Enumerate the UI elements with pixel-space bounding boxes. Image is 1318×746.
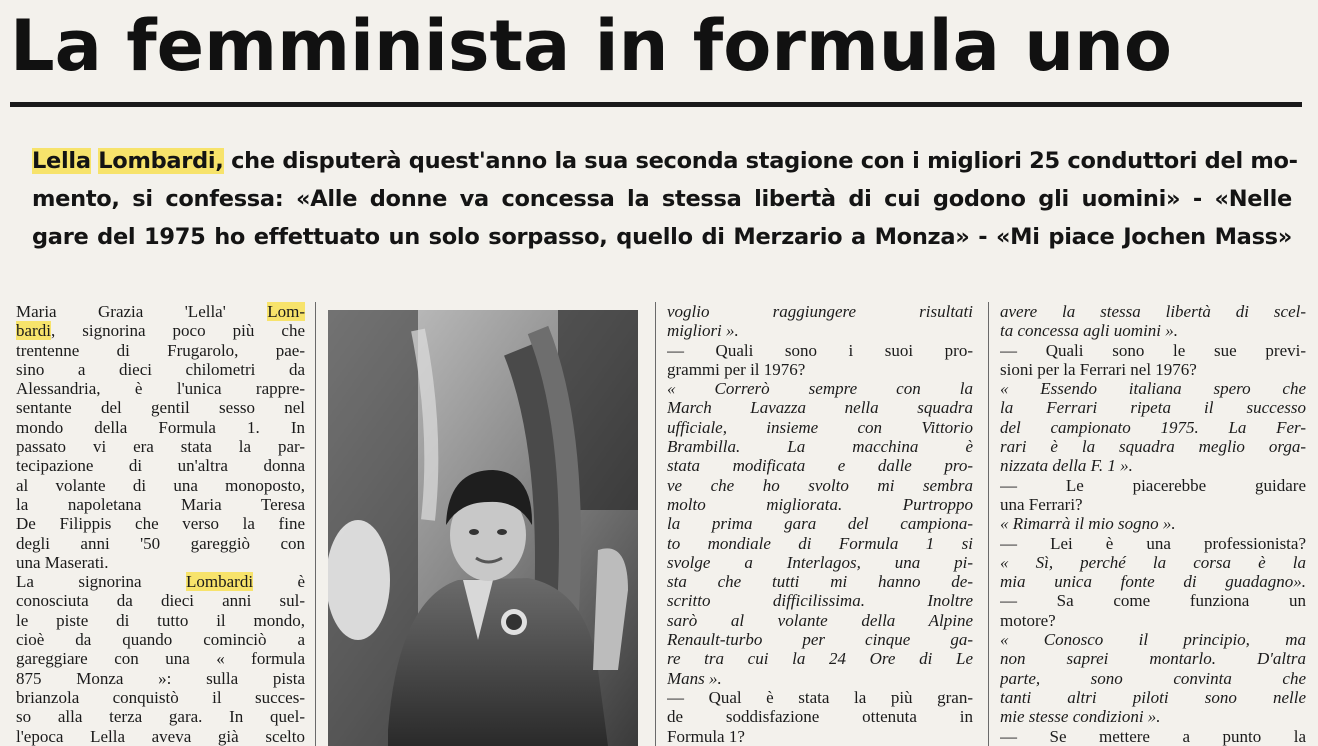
column-divider [988,302,989,746]
text-line [667,534,973,553]
text-fragment: — Le piacerebbe guidare [1000,475,1306,495]
text-line [667,572,973,591]
text-line [16,514,305,533]
text-fragment: , signorina poco più che [50,321,305,341]
text-line [16,476,305,495]
text-line [16,553,305,572]
highlighted-name: Lom- [267,302,305,321]
text-fragment: « Rimarrà il mio sogno ». [1000,514,1176,534]
text-line [16,727,305,746]
text-fragment: — Quali sono le sue previ- [1000,340,1306,360]
text-fragment: passato vi era stata la par- [16,437,305,457]
text-fragment: mia unica fonte di guadagno». [1000,572,1306,592]
subheading-text: mento, si confessa: «Alle donne va concessa la stessa libertà di cui godono gli uomini» - «Nelle [32,186,1292,212]
text-line [667,649,973,668]
text-fragment: Formula 1? [667,726,745,746]
text-line [1000,379,1306,398]
text-line [16,398,305,417]
text-fragment: gareggiare con una « formula [16,649,305,669]
text-line [16,437,305,456]
text-line [1000,688,1306,707]
text-fragment: l'epoca Lella aveva già scelto [16,726,305,746]
text-fragment: De Filippis che verso la fine [16,514,305,534]
text-line [667,321,973,340]
text-fragment: 875 Monza »: sulla pista [16,668,305,688]
text-line [1000,669,1306,688]
text-line [1000,630,1306,649]
text-line [667,707,973,726]
text-line [667,437,973,456]
text-fragment: motore? [1000,610,1056,630]
text-fragment: « Correrò sempre con la [667,379,973,399]
text-fragment: stata modificata e dalle pro- [667,456,973,476]
text-line [1000,534,1306,553]
text-fragment: sarò al volante della Alpine [667,610,973,630]
subheading-line [32,142,1298,180]
article-column-1 [16,302,305,746]
driver-photo [328,310,638,746]
photograph-icon [328,310,638,746]
text-fragment: « Sì, perché la corsa è la [1000,552,1306,572]
text-line [667,727,973,746]
text-fragment: la prima gara del campiona- [667,514,973,534]
text-fragment: non saprei montarlo. D'altra [1000,649,1306,669]
text-fragment: Brambilla. La macchina è [667,437,973,457]
highlighted-name: Lombardi [186,572,254,592]
text-fragment: al volante di una monoposto, [16,475,305,495]
text-line [1000,437,1306,456]
text-fragment: cioè da quando cominciò a [16,630,305,650]
text-fragment: svolge a Interlagos, una pi- [667,552,973,572]
text-line [1000,341,1306,360]
highlighted-name: Lella [32,148,91,174]
text-line [16,630,305,649]
text-fragment: — Quali sono i suoi pro- [667,340,973,360]
text-fragment: una Ferrari? [1000,494,1083,514]
text-fragment: so alla terza gara. In quel- [16,707,305,727]
subheading-line [32,218,1292,256]
text-fragment: scritto difficilissima. Inoltre [667,591,973,611]
text-fragment: la Ferrari ripeta il successo [1000,398,1306,418]
text-fragment: de soddisfazione ottenuta in [667,707,973,727]
text-line [16,534,305,553]
text-line [1000,456,1306,475]
text-line [1000,591,1306,610]
text-line [1000,727,1306,746]
text-line [667,418,973,437]
text-fragment: « Conosco il principio, ma [1000,630,1306,650]
article-column-3 [667,302,973,746]
text-line [667,514,973,533]
text-line [16,611,305,630]
highlighted-name: bardi [16,321,51,341]
article-column-4 [1000,302,1306,746]
subheading-line [32,180,1292,218]
text-fragment: le piste di tutto il mondo, [16,610,305,630]
text-fragment: sta che tutti mi hanno de- [667,572,973,592]
highlighted-name: Lombardi, [98,148,224,174]
text-fragment: sino a dieci chilometri da [16,359,305,379]
text-line [16,456,305,475]
subheading-text: che disputerà quest'anno la sua seconda stagione con i migliori 25 conduttori del mo- [223,148,1298,174]
text-fragment: una Maserati. [16,552,109,572]
text-line [667,456,973,475]
text-line [1000,321,1306,340]
text-fragment: brianzola conquistò il succes- [16,687,305,707]
text-line [1000,649,1306,668]
text-line [16,302,305,321]
text-fragment: ve che ho svolto mi sembra [667,475,973,495]
text-line [1000,611,1306,630]
text-fragment: Mans ». [667,668,722,688]
text-fragment: — Se mettere a punto la [1000,726,1306,746]
subheading [32,142,1298,256]
text-line [667,302,973,321]
text-fragment: nizzata della F. 1 ». [1000,456,1133,476]
text-line [16,707,305,726]
text-fragment: re tra cui la 24 Ore di Le [667,649,973,669]
text-fragment: — Sa come funziona un [1000,591,1306,611]
text-fragment: la napoletana Maria Teresa [16,494,305,514]
text-line [667,341,973,360]
text-line [667,611,973,630]
column-divider [315,302,316,746]
text-fragment: ufficiale, insieme con Vittorio [667,417,973,437]
text-fragment: Maria Grazia 'Lella' [16,302,268,321]
text-line [667,379,973,398]
text-line [667,476,973,495]
text-line [16,360,305,379]
text-fragment: La signorina [16,572,187,592]
text-line [16,572,305,591]
text-fragment: voglio raggiungere risultati [667,302,973,321]
text-line [16,669,305,688]
text-fragment: del campionato 1975. La Fer- [1000,417,1306,437]
text-fragment: migliori ». [667,321,739,341]
text-fragment: to mondiale di Formula 1 si [667,533,973,553]
text-fragment: avere la stessa libertà di scel- [1000,302,1306,321]
text-fragment: March Lavazza nella squadra [667,398,973,418]
text-line [1000,398,1306,417]
text-line [16,688,305,707]
text-line [667,495,973,514]
text-line [1000,476,1306,495]
subheading-text: gare del 1975 ho effettuato un solo sorpasso, quello di Merzario a Monza» - «Mi piace Jochen Mass» [32,224,1292,250]
column-divider [655,302,656,746]
text-line [667,360,973,379]
text-fragment: ta concessa agli uomini ». [1000,321,1179,341]
text-line [667,669,973,688]
text-line [16,418,305,437]
text-line [1000,418,1306,437]
text-line [1000,360,1306,379]
text-line [667,553,973,572]
text-fragment: molto migliorata. Purtroppo [667,494,973,514]
text-fragment: « Essendo italiana spero che [1000,379,1306,399]
text-fragment: — Lei è una professionista? [1000,533,1306,553]
text-fragment: conosciuta da dieci anni sul- [16,591,305,611]
text-line [667,591,973,610]
text-line [16,495,305,514]
text-fragment: rari è la squadra meglio orga- [1000,437,1306,457]
text-line [667,688,973,707]
text-fragment: trentenne di Frugarolo, pae- [16,340,305,360]
text-fragment: Alessandria, è l'unica rappre- [16,379,305,399]
text-fragment: sentante del gentil sesso nel [16,398,305,418]
text-fragment: tecipazione di un'altra donna [16,456,305,476]
headline: La femminista in formula uno [10,5,1172,87]
text-fragment: Renault-turbo per cinque ga- [667,630,973,650]
text-fragment: degli anni '50 gareggiò con [16,533,305,553]
text-fragment: tanti altri piloti sono nelle [1000,687,1306,707]
text-line [16,379,305,398]
text-fragment: è [253,572,305,592]
text-fragment: grammi per il 1976? [667,359,806,379]
text-fragment: mie stesse condizioni ». [1000,707,1161,727]
text-line [1000,707,1306,726]
text-line [1000,495,1306,514]
headline-rule [10,102,1302,107]
text-fragment: — Qual è stata la più gran- [667,687,973,707]
text-line [1000,302,1306,321]
text-line [16,341,305,360]
text-line [1000,553,1306,572]
text-fragment: mondo della Formula 1. In [16,417,305,437]
text-line [667,398,973,417]
text-line [16,649,305,668]
text-line [1000,572,1306,591]
text-line [667,630,973,649]
text-fragment: parte, sono convinta che [1000,668,1306,688]
text-fragment: sioni per la Ferrari nel 1976? [1000,359,1197,379]
text-line [1000,514,1306,533]
text-line [16,591,305,610]
text-line [16,321,305,340]
